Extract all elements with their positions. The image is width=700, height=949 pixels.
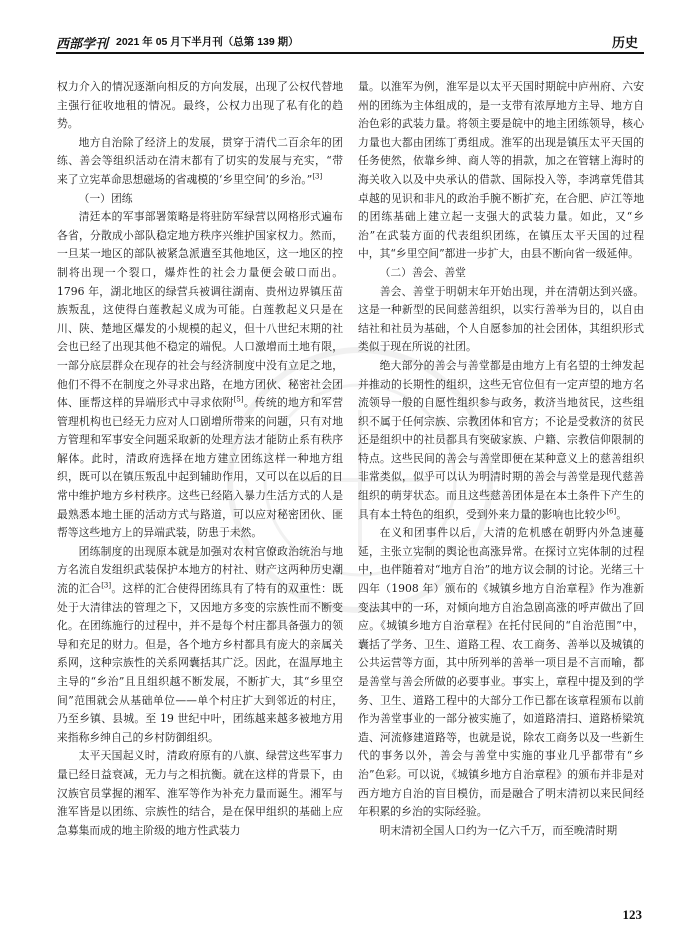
left-column (57, 78, 343, 898)
citation: [5] (233, 395, 244, 404)
paragraph: 地方自治除了经济上的发展，贯穿于清代二百余年的团练、善会等组织活动在清末都有了切实的发展与充实，“带来了立宪革命思想磁场的省魂模的‘乡里空间’的乡治。”[3] (57, 135, 343, 186)
paragraph: 绝大部分的善会与善堂都是由地方上有名望的士绅发起并推动的长期性的组织，这些无官位但有一定声望的地方名流领导一般的自愿性组织参与政务，救济当地贫民，这些组织不属于任何宗族、宗教团体和官方；不论是受救济的贫民还是组织中的社员都具有突破家族、户籍、宗教信仰限制的特点。这些民间的善会与善堂即便在某种意义上的慈善组织非常类似，似乎可以认为明清时期的善会与善堂是现代慈善组织的萌芽状态。而且这些慈善团体是在本土条件下产生的具有本土特色的组织，受到外来力量的影响也比较少[6]。 (358, 358, 644, 521)
paragraph: 太平天国起义时，清政府原有的八旗、绿营这些军事力量已经日益衰减，无力与之相抗衡。就在这样的背景下，由汉族官员掌握的湘军、淮军等作为补充力量而诞生。湘军与淮军皆是以团练、宗族性的结合，是在保甲组织的基础上应急募集而成的地主阶级的地方性武装力 (57, 749, 343, 837)
section-heading-shanhui: （二）善会、善堂 (379, 265, 466, 279)
section-heading-tuanlian: （一）团练 (78, 191, 133, 205)
section-title: 历史 (611, 36, 638, 51)
journal-logo: 西部学刊 (56, 37, 109, 52)
issue-info: 2021 年 05 月下半月刊（总第 139 期） (116, 36, 299, 48)
paragraph: 权力介入的情况逐渐向相反的方向发展，出现了公权代替地主强行征收地租的情况。最终，公权力出现了私有化的趋势。 (57, 80, 343, 131)
paragraph: 在义和团事件以后，大清的危机感在朝野内外急速蔓延，主张立宪制的舆论也高涨异常。在探讨立宪体制的过程中，也伴随着对“地方自治”的地方议会制的讨论。光绪三十四年（1908 年）颁布的《城镇乡地方自治章程》作为准新变法其中的一环，对倾向地方自治急剧高涨的呼声做出了回应。《城镇乡地方自治章程》在托付民间的“自治范围”中，囊括了学务、卫生、道路工程、农工商务、善举以及城镇的公共运营等方面，其中所列举的善举一项目是不言而喻，都是善堂与善会所做的必要事业。事实上，章程中提及到的学务、卫生、道路工程中的大部分工作已都在该章程颁布以前作为善堂事业的一部分被实施了，如道路清扫、道路桥梁筑造、河流修建道路等，也就是说，除农工商务以及一些新生代的事务以外，善会与善堂中实施的事业几乎都带有“乡治”色彩。可以说，《城镇乡地方自治章程》的颁布并非是对西方地方自治的盲目模仿，而是融合了明末清初以来民间经年积累的乡治的实际经验。 (358, 526, 644, 819)
header-rule (56, 52, 644, 54)
page-header (56, 30, 644, 58)
citation: [6] (606, 507, 617, 516)
paragraph: 明末清初全国人口约为一亿六千万，而至晚清时期 (379, 823, 618, 837)
right-column (358, 78, 644, 898)
paragraph: 清廷本的军事部署策略是将驻防军绿营以网格形式遍布各省，分散成小部队稳定地方秩序兴维护国家权力。然而，一旦某一地区的部队被紧急派遣至其他地区，这一地区的控制将出现一个裂口，爆炸性的社会力量便会破口而出。1796 年，湖北地区的绿营兵被调往湖南、贵州边界镇压苗族叛乱，这使得白莲教起义成为可能。白莲教起义只是在川、陕、楚地区爆发的小规模的起义，但十八世纪末期的社会也已经了出现其他不稳定的端倪。人口激增而土地有限，一部分底层群众在现存的社会与经济制度中没有立足之地，他们不得不在制度之外寻求出路，在地方团伙、秘密社会团体、匪帮这样的异端形式中寻求依附[5]。传统的地方和军营管理机构也已经无力应对人口剧增所带来的问题，只有对地方管理和军事安全问题采取新的处理方法才能防止系有秩序解体。此时，清政府选择在地方建立团练这样一种地方组织，既可以在镇压叛乱中起到辅助作用，又可以在以后的日常中维护地方乡村秩序。这些已经陷入暴力生活方式的人是最熟悉本地土匪的活动方式与路道，可以应对秘密团伙、匪帮等这些地方上的异端武装，防患于未然。 (57, 210, 343, 540)
paragraph: 善会、善堂于明朝末年开始出现，并在清朝达到兴盛。这是一种新型的民间慈善组织，以实行善举为目的，以自由结社和社员为基础，个人自愿参加的社会团体，其组织形式类似于现在所说的社团。 (358, 284, 644, 354)
citation: [3] (312, 172, 323, 181)
page-number: 123 (622, 907, 642, 922)
paragraph: 量。以淮军为例，淮军是以太平天国时期皖中庐州府、六安州的团练为主体组成的，是一支带有浓厚地方主导、地方自治色彩的武装力量。将领主要是皖中的地主团练领导，核心力量也大都由团练丁勇组成。淮军的出现是镇压太平天国的任务使然，依靠乡绅、商人等的捐款，加之在管辖上海时的海关收入以及中央承认的借款、国际投入等，李鸿章凭借其卓越的见识和非凡的政治手腕不断扩充，在合肥、庐江等地的团练基础上建立起一支强大的武装力量。如此，又“乡治”在武装方面的代表组织团练，在镇压太平天国的过程中，其“乡里空间”都进一步扩大，由县不断向省一级延伸。 (358, 80, 644, 261)
citation: [3] (101, 581, 112, 590)
paragraph: 团练制度的出现原本就是加强对农村官僚政治统治与地方名流自发组织武装保护本地方的村社、财产这两种历史潮流的汇合[3]。这样的汇合使得团练具有了特有的双重性：既处于大清律法的管理之下，又因地方多变的宗族性而不断变化。在团练施行的过程中，并不是每个村庄都具备强力的领导和充足的财力。但是，各个地方乡村都具有庞大的亲属关系网，这种宗族性的关系网囊括其广泛。因此，在温厚地主主导的“乡治”且且组织越不断发展，不断扩大，其“乡里空间”范围就会从基础单位——单个村庄扩大到邻近的村庄，乃至乡镇、县城。至 19 世纪中叶，团练越来越多被地方用来指称乡绅自己的乡村防御组织。 (57, 544, 343, 744)
